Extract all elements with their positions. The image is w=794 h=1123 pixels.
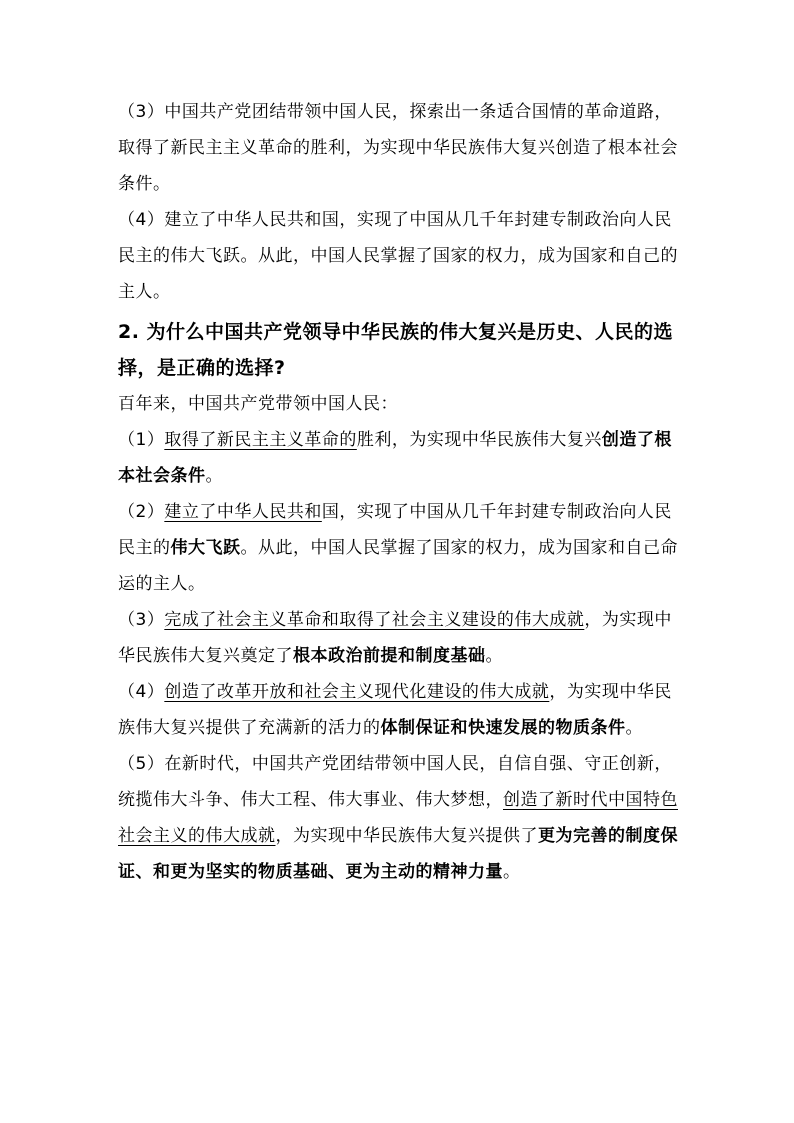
bold-phrase: 创造了根本社会条件 [118,430,672,486]
answer-item-4: （4）创造了改革开放和社会主义现代化建设的伟大成就，为实现中华民族伟大复兴提供了充满新的活力的体制保证和快速发展的物质条件。 [118,682,672,738]
document-body [118,94,680,890]
underlined-phrase: 取得了新民主主义革命的 [164,430,357,450]
paragraph-prev-3: （3）中国共产党团结带领中国人民，探索出一条适合国情的革命道路，取得了新民主主义革命的胜利，为实现中华民族伟大复兴创造了根本社会条件。 [118,102,678,194]
underlined-phrase: 创造了改革开放和社会主义现代化建设的伟大成就 [164,682,550,702]
question-heading: 2. 为什么中国共产党领导中华民族的伟大复兴是历史、人民的选择，是正确的选择? [118,321,674,379]
answer-item-5: （5）在新时代，中国共产党团结带领中国人民，自信自强、守正创新，统揽伟大斗争、伟大工程、伟大事业、伟大梦想，创造了新时代中国特色社会主义的伟大成就，为实现中华民族伟大复兴提供了更为完善的制度保证、和更为坚实的物质基础、更为主动的精神力量。 [118,754,678,882]
paragraph-prev-4: （4）建立了中华人民共和国，实现了中国从几千年封建专制政治向人民民主的伟大飞跃。从此，中国人民掌握了国家的权力，成为国家和自己的主人。 [118,210,678,302]
answer-item-3: （3）完成了社会主义革命和取得了社会主义建设的伟大成就，为实现中华民族伟大复兴奠定了根本政治前提和制度基础。 [118,610,672,666]
bold-phrase: 伟大飞跃 [170,538,241,558]
bold-phrase: 更为完善的制度保证、和更为坚实的物质基础、更为主动的精神力量 [118,826,678,882]
bold-phrase: 体制保证和快速发展的物质条件 [380,718,626,738]
answer-item-1: （1）取得了新民主主义革命的胜利，为实现中华民族伟大复兴创造了根本社会条件。 [118,430,672,486]
underlined-phrase: 创造了新时代中国特色社会主义的伟大成就 [118,790,678,846]
answer-item-2: （2）建立了中华人民共和国，实现了中国从几千年封建专制政治向人民民主的伟大飞跃。从此，中国人民掌握了国家的权力，成为国家和自己命运的主人。 [118,502,678,594]
answer-intro: 百年来，中国共产党带领中国人民： [118,394,398,414]
underlined-phrase: 建立了中华人民共和 [164,502,322,522]
underlined-phrase: 完成了社会主义革命和取得了社会主义建设的伟大成就 [164,610,585,630]
bold-phrase: 根本政治前提和制度基础 [293,646,486,666]
